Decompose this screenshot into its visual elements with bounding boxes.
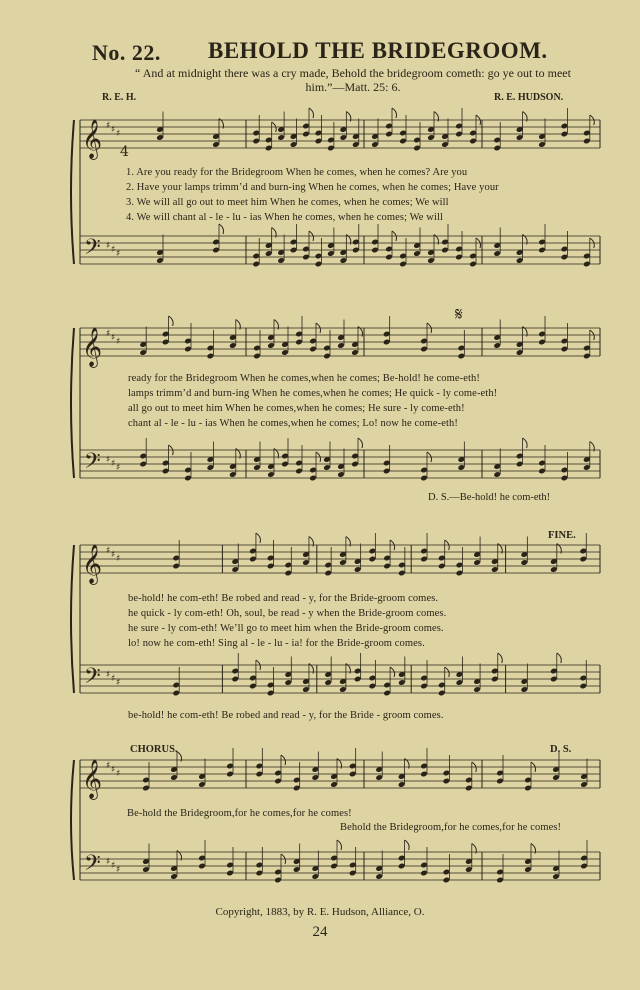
chorus-lyric-upper: Be-hold the Bridegroom,for he comes,for he comes! xyxy=(127,808,352,819)
words-credit: R. E. H. xyxy=(102,92,137,103)
sys3-key-sharp: ♯ xyxy=(116,554,121,564)
sys4-key-sharp: ♯ xyxy=(111,861,116,871)
chorus-label: CHORUS. xyxy=(130,744,178,755)
sys4-bass-clef: 𝄢 xyxy=(84,851,101,881)
lyric-line-1-4: 4. We will chant al - le - lu - ias When he comes, when he comes; We will xyxy=(126,212,444,223)
segno-sign: 𝄋 xyxy=(455,304,463,325)
lyric-line-3-3: he sure - ly com-eth! We’ll go to meet him when the Bride-groom comes. xyxy=(128,623,444,634)
sys3-treble-clef: 𝄞 xyxy=(82,544,103,584)
lyric-line-2-4: chant al - le - lu - ias When he comes,when he comes; Lo! now he come-eth! xyxy=(128,418,458,429)
note-flag xyxy=(523,438,528,448)
sys1-key-sharp: ♯ xyxy=(111,125,116,135)
lyric-line-3-2: he quick - ly com-eth! Oh, soul, be read - y when the Bride-groom comes. xyxy=(128,608,447,619)
lyric-line-3-1: be-hold! he com-eth! Be robed and read - y, for the Bride-groom comes. xyxy=(128,593,439,604)
sys2-treble-clef: 𝄞 xyxy=(82,327,103,367)
sys2-key-sharp: ♯ xyxy=(116,337,121,347)
sys3-brace xyxy=(71,545,74,693)
sys2-key-sharp: ♯ xyxy=(111,459,116,469)
sys2-key-sharp: ♯ xyxy=(106,455,111,465)
note-flag xyxy=(169,316,174,326)
hymn-title: BEHOLD THE BRIDEGROOM. xyxy=(208,38,548,63)
sys4-key-sharp: ♯ xyxy=(116,769,121,779)
ds-marker: D. S. xyxy=(550,744,572,755)
sys2-brace xyxy=(71,328,74,478)
sys3-key-sharp: ♯ xyxy=(106,546,111,556)
ds-lyric: D. S.—Be-hold! he com-eth! xyxy=(428,492,551,503)
note-flag xyxy=(219,224,224,234)
sys3-key-sharp: ♯ xyxy=(106,670,111,680)
sys1-time-top: 4 xyxy=(120,144,129,160)
sys1-treble-clef: 𝄞 xyxy=(82,119,103,159)
hymn-number: No. 22. xyxy=(92,40,161,65)
lyric-line-2-3: all go out to meet him When he comes,when he comes; He sure - ly come-eth! xyxy=(128,403,465,414)
sys2-key-sharp: ♯ xyxy=(116,463,121,473)
lyric-line-3-4: lo! now he com-eth! Sing al - le - lu - ia! for the Bride-groom comes. xyxy=(128,638,425,649)
lyric-line-1-1: 1. Are you ready for the Bridegroom When he comes, when he comes? Are you xyxy=(126,167,468,178)
sys1-bass-clef: 𝄢 xyxy=(84,235,101,265)
lyric-line-2-2: lamps trimm’d and burn-ing When he comes,when he comes; He quick - ly come-eth! xyxy=(128,388,498,399)
chorus-lyric-lower: Behold the Bridegroom,for he comes,for he comes! xyxy=(340,822,562,833)
sys3-bass-clef: 𝄢 xyxy=(84,664,101,694)
sys1-key-sharp: ♯ xyxy=(106,121,111,131)
note-flag xyxy=(392,108,397,118)
sys3-key-sharp: ♯ xyxy=(111,550,116,560)
sys2-key-sharp: ♯ xyxy=(111,333,116,343)
sys2-key-sharp: ♯ xyxy=(106,329,111,339)
sys1-key-sharp: ♯ xyxy=(116,129,121,139)
note-flag xyxy=(358,438,363,448)
sys4-brace xyxy=(71,760,74,880)
sys1-key-sharp: ♯ xyxy=(116,249,121,259)
note-flag xyxy=(405,840,410,850)
sys4-key-sharp: ♯ xyxy=(106,761,111,771)
sys4-key-sharp: ♯ xyxy=(111,765,116,775)
sys4-key-sharp: ♯ xyxy=(106,857,111,867)
fine-marker: FINE. xyxy=(548,530,576,541)
note-flag xyxy=(309,108,314,118)
sys4-key-sharp: ♯ xyxy=(116,865,121,875)
bass-lyric-line: be-hold! he com-eth! Be robed and read - y, for the Bride - groom comes. xyxy=(128,710,444,721)
lyric-line-1-2: 2. Have your lamps trimm’d and burn-ing When he comes, when he comes; Have your xyxy=(126,182,499,193)
note-flag xyxy=(557,653,562,663)
sys3-key-sharp: ♯ xyxy=(111,674,116,684)
music-credit: R. E. HUDSON. xyxy=(494,92,564,103)
lyric-line-1-3: 3. We will all go out to meet him When he comes, when he comes; We will xyxy=(126,197,449,208)
sys3-key-sharp: ♯ xyxy=(116,678,121,688)
sys1-brace xyxy=(71,120,74,264)
sys4-treble-clef: 𝄞 xyxy=(82,759,103,799)
sys1-key-sharp: ♯ xyxy=(106,241,111,251)
note-flag xyxy=(337,840,342,850)
page-number: 24 xyxy=(312,924,328,940)
note-flag xyxy=(498,653,503,663)
copyright-notice: Copyright, 1883, by R. E. Hudson, Alliance, O. xyxy=(215,906,425,918)
sys1-key-sharp: ♯ xyxy=(111,245,116,255)
note-flag xyxy=(256,533,260,543)
lyric-line-2-1: ready for the Bridegroom When he comes,when he comes; Be-hold! he come-eth! xyxy=(128,373,480,384)
scripture-epigraph: “ And at midnight there was a cry made, Behold the bridegroom cometh: go ye out to meet him.”—Matt. 25: 6. xyxy=(135,66,571,94)
sys2-bass-clef: 𝄢 xyxy=(84,449,101,479)
